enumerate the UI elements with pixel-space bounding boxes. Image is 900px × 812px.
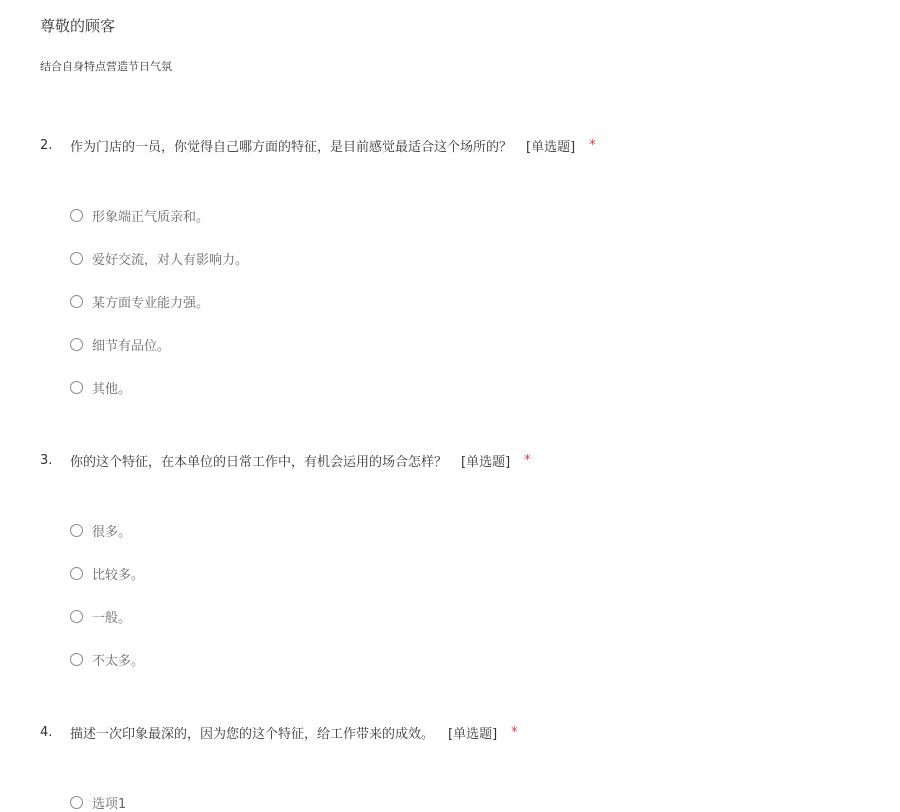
radio-button[interactable] bbox=[70, 338, 83, 351]
required-marker: * bbox=[524, 452, 531, 468]
radio-button[interactable] bbox=[70, 567, 83, 580]
required-marker: * bbox=[511, 724, 518, 740]
page-subtitle: 结合自身特点营造节日气氛 bbox=[40, 60, 172, 73]
page-greeting: 尊敬的顾客 bbox=[40, 17, 116, 35]
option-item[interactable] bbox=[70, 377, 131, 397]
question-number: 4. bbox=[40, 724, 53, 740]
radio-button[interactable] bbox=[70, 252, 83, 265]
question-2 bbox=[40, 135, 880, 397]
radio-button[interactable] bbox=[70, 524, 83, 537]
radio-button[interactable] bbox=[70, 209, 83, 222]
question-4 bbox=[40, 722, 880, 812]
question-type-label: [单选题] bbox=[526, 139, 576, 155]
question-3 bbox=[40, 450, 880, 669]
question-type-label: [单选题] bbox=[448, 726, 498, 742]
question-text: 描述一次印象最深的，因为您的这个特征，给工作带来的成效。 bbox=[70, 726, 435, 742]
question-text: 你的这个特征，在本单位的日常工作中，有机会运用的场合怎样？ bbox=[70, 454, 448, 470]
question-title bbox=[40, 450, 880, 470]
option-label: 其他。 bbox=[92, 381, 132, 397]
question-number: 2. bbox=[40, 137, 53, 153]
question-text: 作为门店的一员，你觉得自己哪方面的特征，是目前感觉最适合这个场所的？ bbox=[70, 139, 513, 155]
option-label: 比较多。 bbox=[92, 567, 145, 583]
option-label: 选项1 bbox=[92, 796, 127, 812]
option-label: 形象端正气质亲和。 bbox=[92, 209, 210, 225]
option-item[interactable] bbox=[70, 563, 144, 583]
option-item[interactable] bbox=[70, 520, 131, 540]
option-item[interactable] bbox=[70, 649, 144, 669]
option-label: 某方面专业能力强。 bbox=[92, 295, 210, 311]
option-label: 细节有品位。 bbox=[92, 338, 171, 354]
option-label: 不太多。 bbox=[92, 653, 145, 669]
option-item[interactable] bbox=[70, 248, 248, 268]
option-item[interactable] bbox=[70, 205, 209, 225]
option-item[interactable] bbox=[70, 334, 170, 354]
required-marker: * bbox=[589, 137, 596, 153]
option-item[interactable] bbox=[70, 291, 209, 311]
option-label: 一般。 bbox=[92, 610, 132, 626]
option-label: 很多。 bbox=[92, 524, 132, 540]
radio-button[interactable] bbox=[70, 653, 83, 666]
radio-button[interactable] bbox=[70, 610, 83, 623]
question-type-label: [单选题] bbox=[461, 454, 511, 470]
option-item[interactable] bbox=[70, 792, 126, 812]
option-label: 爱好交流，对人有影响力。 bbox=[92, 252, 249, 268]
question-title bbox=[40, 722, 880, 742]
radio-button[interactable] bbox=[70, 381, 83, 394]
radio-button[interactable] bbox=[70, 796, 83, 809]
option-item[interactable] bbox=[70, 606, 131, 626]
question-title bbox=[40, 135, 880, 155]
question-number: 3. bbox=[40, 452, 53, 468]
radio-button[interactable] bbox=[70, 295, 83, 308]
